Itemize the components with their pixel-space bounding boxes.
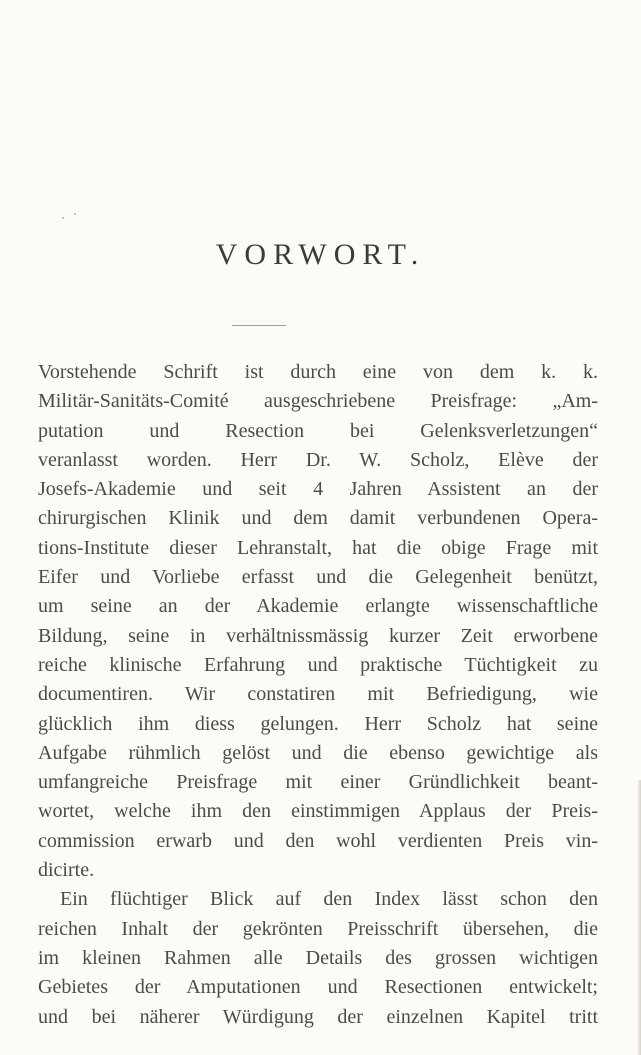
text-line: dicirte. bbox=[38, 859, 95, 882]
print-speck bbox=[74, 213, 76, 215]
text-line: reichen Inhalt der gekrönten Preisschrift übersehen, die bbox=[38, 917, 598, 940]
text-line: Eifer und Vorliebe erfasst und die Gelegenheit benützt, bbox=[38, 566, 598, 589]
text-line: wortet, welche ihm den einstimmigen Applaus der Preis- bbox=[38, 800, 598, 823]
page-heading: VORWORT. bbox=[215, 238, 426, 271]
text-line: Vorstehende Schrift ist durch eine von dem k. k. bbox=[38, 361, 598, 383]
paragraph-1 bbox=[38, 358, 598, 885]
text-line: tions-Institute dieser Lehranstalt, hat die obige Frage mit bbox=[38, 536, 598, 559]
text-line: um seine an der Akademie erlangte wissenschaftliche bbox=[38, 595, 598, 618]
text-line: und bei näherer Würdigung der einzelnen Kapitel tritt bbox=[38, 1005, 598, 1028]
text-line: veranlasst worden. Herr Dr. W. Scholz, Elève der bbox=[38, 448, 598, 471]
text-line: Aufgabe rühmlich gelöst und die ebenso gewichtige als bbox=[38, 741, 598, 764]
preface-body bbox=[38, 358, 598, 1032]
text-line: Militär-Sanitäts-Comité ausgeschriebene Preisfrage: „Am- bbox=[38, 390, 598, 413]
text-line: reiche klinische Erfahrung und praktische Tüchtigkeit zu bbox=[38, 653, 598, 676]
text-line: commission erwarb und den wohl verdienten Preis vin- bbox=[38, 829, 598, 852]
text-line: im kleinen Rahmen alle Details des grossen wichtigen bbox=[38, 946, 598, 969]
text-line: putation und Resection bei Gelenksverletzungen“ bbox=[38, 419, 598, 442]
paragraph-2 bbox=[38, 885, 598, 1031]
text-line: documentiren. Wir constatiren mit Befriedigung, wie bbox=[38, 683, 598, 706]
heading-rule bbox=[232, 325, 286, 326]
text-line: Ein flüchtiger Blick auf den Index lässt schon den bbox=[60, 888, 598, 911]
text-line: Josefs-Akademie und seit 4 Jahren Assistent an der bbox=[38, 478, 598, 501]
text-line: umfangreiche Preisfrage mit einer Gründlichkeit beant- bbox=[38, 771, 598, 794]
text-line: chirurgischen Klinik und dem damit verbundenen Opera- bbox=[38, 507, 598, 530]
print-speck bbox=[62, 217, 64, 219]
text-line: Bildung, seine in verhältnissmässig kurzer Zeit erworbene bbox=[38, 624, 598, 647]
text-line: glücklich ihm diess gelungen. Herr Scholz hat seine bbox=[38, 712, 598, 735]
text-line: Gebietes der Amputationen und Resectionen entwickelt; bbox=[38, 976, 598, 999]
